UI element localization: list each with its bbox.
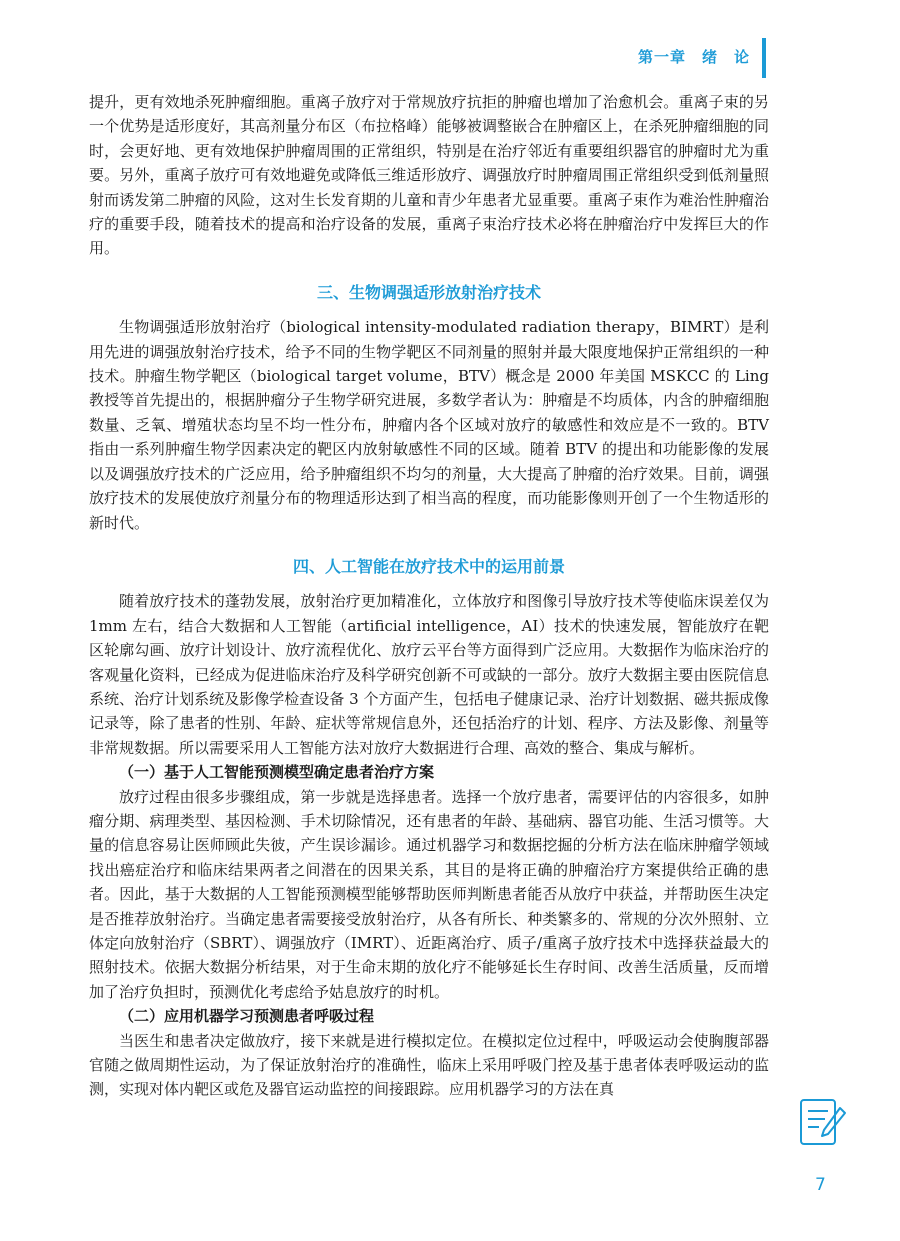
subsection-2-title: （二）应用机器学习预测患者呼吸过程 [119,1007,375,1026]
paragraph-section-3: 生物调强适形放射治疗（biological intensity-modulated radiation therapy，BIMRT）是利用先进的调强放射治疗技术，给予不同的生物学靶区不同剂量的照射并最大限度地保护正常组织的一种技术。肿瘤生物学靶区（biological target volume，BTV）概念是 2000 年美国 MSKCC 的 Ling 教授等首先提出的，根据肿瘤分子生物学研究进展，多数学者认为：肿瘤是不均质体，内含的肿瘤细胞数量、乏氧、增殖状态均呈不均一性分布，肿瘤内各个区域对放疗的敏感性和效应是不一致的。BTV 指由一系列肿瘤生物学因素决定的靶区内放射敏感性不同的区域。随着 BTV 的提出和功能影像的发展以及调强放疗技术的广泛应用，给予肿瘤组织不均匀的剂量，大大提高了肿瘤的治疗效果。目前，调强放疗技术的发展使放疗剂量分布的物理适形达到了相当高的程度，而功能影像则开创了一个生物适形的新时代。 [89,318,769,532]
note-icon [799,1094,847,1148]
section-4-title: 四、人工智能在放疗技术中的运用前景 [292,556,565,576]
running-header: 第一章 绪 论 [637,48,750,66]
subsection-1-title: （一）基于人工智能预测模型确定患者治疗方案 [119,763,435,782]
paragraph-section-4: 随着放疗技术的蓬勃发展，放射治疗更加精准化，立体放疗和图像引导放疗技术等使临床误差仅为 1mm 左右，结合大数据和人工智能（artificial intelligence，AI）技术的快速发展，智能放疗在靶区轮廓勾画、放疗计划设计、放疗流程优化、放疗云平台等方面得到广泛应用。大数据作为临床治疗的客观量化资料，已经成为促进临床治疗及科学研究创新不可或缺的一部分。放疗大数据主要由医院信息系统、治疗计划系统及影像学检查设备 3 个方面产生，包括电子健康记录、治疗计划数据、磁共振成像记录等，除了患者的性别、年龄、症状等常规信息外，还包括治疗的计划、程序、方法及影像、剂量等非常规数据。所以需要采用人工智能方法对放疗大数据进行合理、高效的整合、集成与解析。 [89,592,769,757]
page-number: 7 [815,1175,826,1195]
paragraph-subsection-2: 当医生和患者决定做放疗，接下来就是进行模拟定位。在模拟定位过程中，呼吸运动会使胸腹部器官随之做周期性运动，为了保证放射治疗的准确性，临床上采用呼吸门控及基于患者体表呼吸运动的监测，实现对体内靶区或危及器官运动监控的间接跟踪。应用机器学习的方法在真 [89,1031,769,1099]
section-3-title: 三、生物调强适形放射治疗技术 [316,282,541,302]
header-accent-bar [762,38,766,78]
paragraph-subsection-1: 放疗过程由很多步骤组成，第一步就是选择患者。选择一个放疗患者，需要评估的内容很多，如肿瘤分期、病理类型、基因检测、手术切除情况，还有患者的年龄、基础病、器官功能、生活习惯等。大量的信息容易让医师顾此失彼，产生误诊漏诊。通过机器学习和数据挖掘的分析方法在临床肿瘤学领域找出癌症治疗和临床结果两者之间潜在的因果关系，其目的是将正确的肿瘤治疗方案提供给正确的患者。因此，基于大数据的人工智能预测模型能够帮助医师判断患者能否从放疗中获益，并帮助医生决定是否推荐放射治疗。当确定患者需要接受放射治疗，从各有所长、种类繁多的、常规的分次外照射、立体定向放射治疗（SBRT）、调强放疗（IMRT）、近距离治疗、质子/重离子放疗技术中选择获益最大的照射技术。依据大数据分析结果，对于生命末期的放化疗不能够延长生存时间、改善生活质量，反而增加了治疗负担时，预测优化考虑给予姑息放疗的时机。 [89,787,769,1001]
paragraph-intro: 提升，更有效地杀死肿瘤细胞。重离子放疗对于常规放疗抗拒的肿瘤也增加了治愈机会。重离子束的另一个优势是适形度好，其高剂量分布区（布拉格峰）能够被调整嵌合在肿瘤区上，在杀死肿瘤细胞的同时，会更好地、更有效地保护肿瘤周围的正常组织，特别是在治疗邻近有重要组织器官的肿瘤时尤为重要。另外，重离子放疗可有效地避免或降低三维适形放疗、调强放疗时肿瘤周围正常组织受到低剂量照射而诱发第二肿瘤的风险，这对生长发育期的儿童和青少年患者尤显重要。重离子束作为难治性肿瘤治疗的重要手段，随着技术的提高和治疗设备的发展，重离子束治疗技术必将在肿瘤治疗中发挥巨大的作用。 [89,93,769,258]
page-body [89,90,769,1102]
